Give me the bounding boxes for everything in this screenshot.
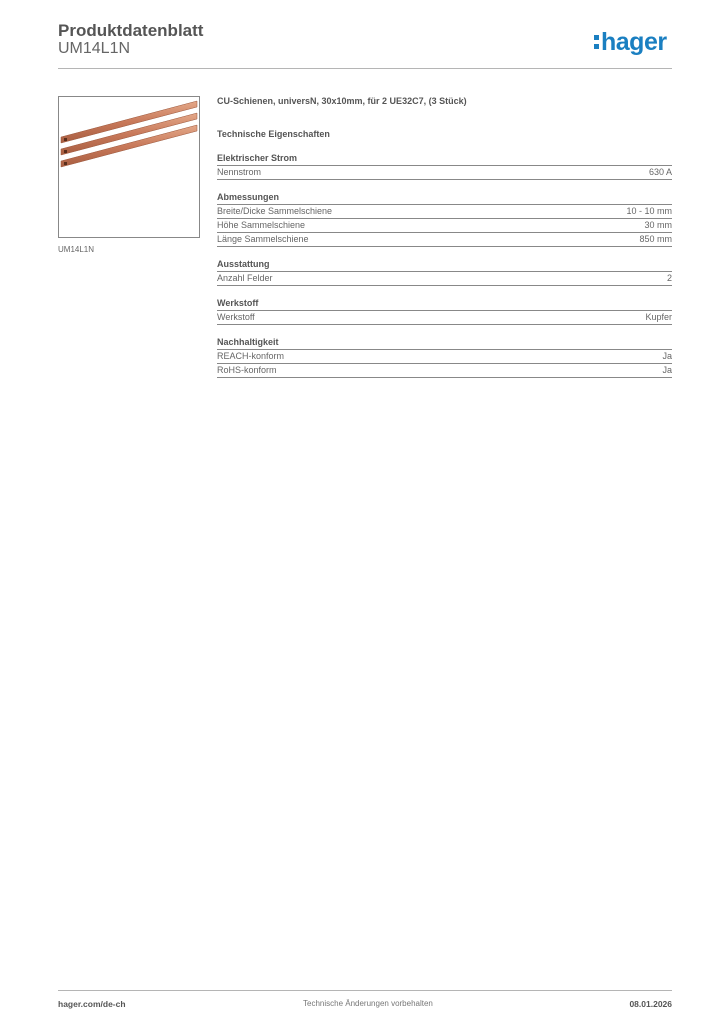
spec-row xyxy=(217,350,672,364)
group-title: Ausstattung xyxy=(217,259,672,272)
footer-divider xyxy=(58,990,672,991)
spec-group-dimensions xyxy=(217,192,672,247)
spec-row xyxy=(217,364,672,378)
spec-value: 2 xyxy=(666,273,672,283)
spec-row xyxy=(217,205,672,219)
spec-value: 10 - 10 mm xyxy=(626,206,672,216)
spec-value: Ja xyxy=(662,351,672,361)
spec-label: Anzahl Felder xyxy=(217,273,273,283)
brand-name: hager xyxy=(601,28,667,56)
product-image xyxy=(58,96,200,238)
footer-notice: Technische Änderungen vorbehalten xyxy=(303,999,433,1008)
spec-group-sustainability xyxy=(217,337,672,378)
spec-value: 30 mm xyxy=(644,220,672,230)
product-description: CU-Schienen, universN, 30x10mm, für 2 UE32C7, (3 Stück) xyxy=(217,96,467,106)
specs-section xyxy=(217,96,672,378)
spec-row xyxy=(217,311,672,325)
spec-row xyxy=(217,166,672,180)
spec-group-material xyxy=(217,298,672,325)
spec-label: Länge Sammelschiene xyxy=(217,234,309,244)
footer-date: 08.01.2026 xyxy=(629,999,672,1009)
page-title: Produktdatenblatt xyxy=(58,21,204,40)
spec-group-electrical xyxy=(217,153,672,180)
section-title: Technische Eigenschaften xyxy=(217,129,330,139)
spec-row xyxy=(217,219,672,233)
spec-value: 850 mm xyxy=(639,234,672,244)
image-caption: UM14L1N xyxy=(58,245,95,254)
spec-group-equipment xyxy=(217,259,672,286)
spec-label: Breite/Dicke Sammelschiene xyxy=(217,206,333,216)
spec-label: REACH-konform xyxy=(217,351,285,361)
spec-label: Werkstoff xyxy=(217,312,255,322)
spec-value: Ja xyxy=(662,365,672,375)
group-title: Abmessungen xyxy=(217,192,672,205)
header-divider xyxy=(58,68,672,69)
logo-dots-icon xyxy=(594,33,600,51)
spec-label: Nennstrom xyxy=(217,167,262,177)
footer-website-link[interactable]: hager.com/de-ch xyxy=(58,999,126,1009)
spec-label: RoHS-konform xyxy=(217,365,277,375)
spec-row xyxy=(217,233,672,247)
product-code: UM14L1N xyxy=(58,40,131,57)
spec-row xyxy=(217,272,672,286)
group-title: Elektrischer Strom xyxy=(217,153,672,166)
spec-value: Kupfer xyxy=(645,312,672,322)
group-title: Werkstoff xyxy=(217,298,672,311)
brand-logo xyxy=(594,29,667,55)
copper-busbar-image xyxy=(59,97,199,237)
spec-label: Höhe Sammelschiene xyxy=(217,220,306,230)
group-title: Nachhaltigkeit xyxy=(217,337,672,350)
spec-value: 630 A xyxy=(648,167,672,177)
